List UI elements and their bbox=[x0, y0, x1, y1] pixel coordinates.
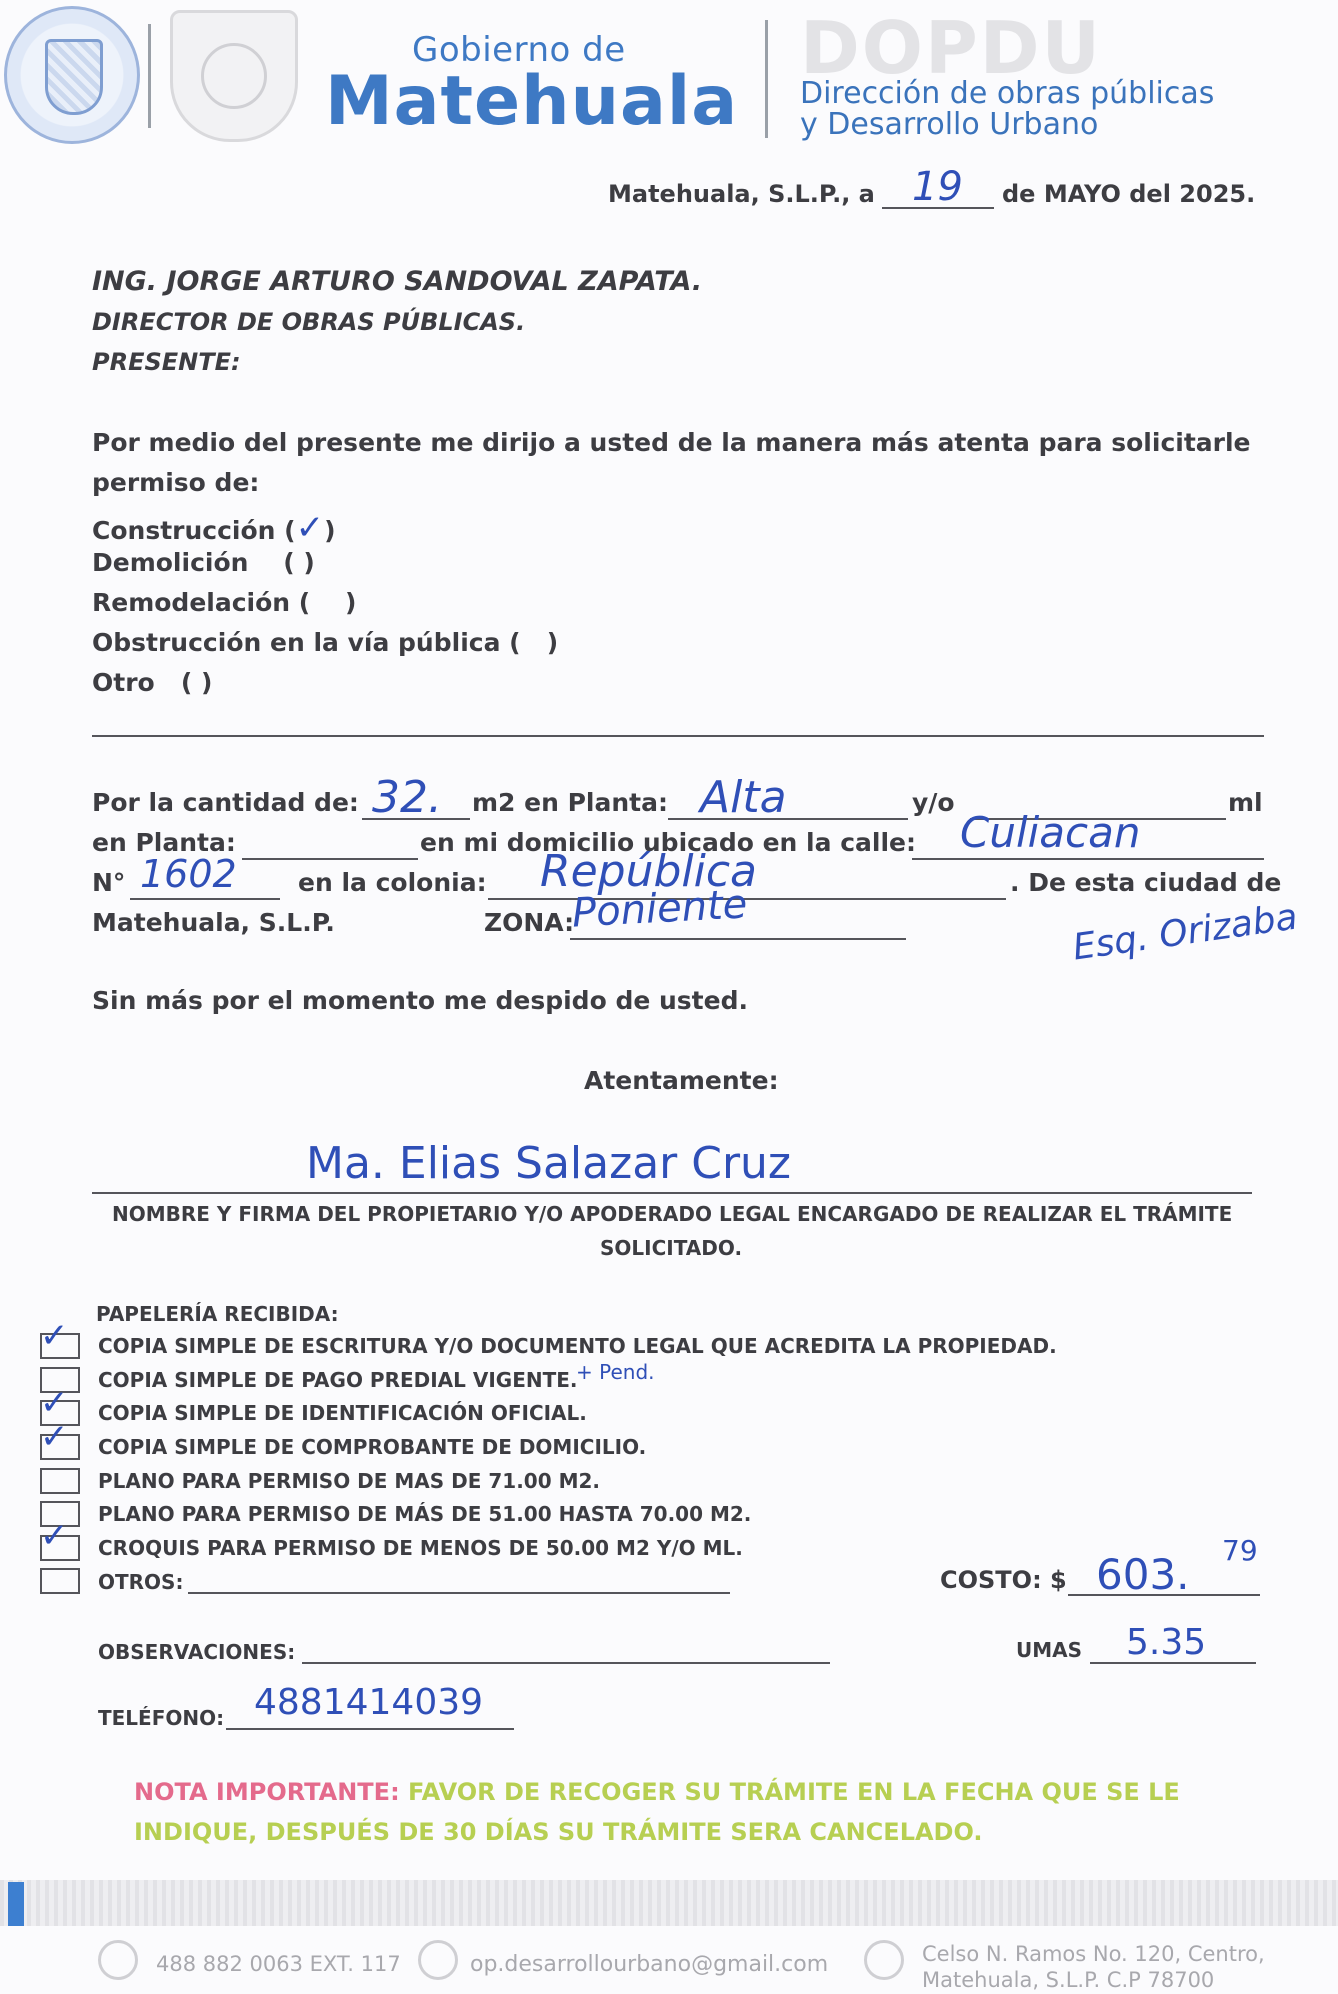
coat-of-arms-icon bbox=[45, 39, 103, 115]
quantity-value: 32. bbox=[372, 772, 442, 823]
emblem-ring bbox=[201, 43, 267, 109]
permit-demolicion-label: Demolición bbox=[92, 548, 249, 577]
otros-line bbox=[188, 1592, 730, 1594]
quantity-unit-label: m2 en Planta: bbox=[472, 788, 668, 817]
intro-line-2: permiso de: bbox=[92, 468, 260, 497]
observations-line bbox=[302, 1662, 830, 1664]
doc-label-otros: OTROS: bbox=[98, 1570, 184, 1594]
permit-construccion-close: ) bbox=[324, 516, 336, 545]
footer-email: op.desarrollourbano@gmail.com bbox=[470, 1952, 829, 1977]
yo-label: y/o bbox=[912, 788, 955, 817]
cost-cents: 79 bbox=[1222, 1534, 1258, 1567]
colony-label: en la colonia: bbox=[298, 868, 487, 897]
street-line bbox=[912, 858, 1264, 860]
footer-accent bbox=[8, 1882, 24, 1926]
permit-construccion-label: Construcción ( bbox=[92, 516, 296, 545]
doc-label-plano-51: PLANO PARA PERMISO DE MÁS DE 51.00 HASTA 70.00 M2. bbox=[98, 1502, 752, 1526]
department-name-line2: y Desarrollo Urbano bbox=[800, 107, 1099, 142]
documents-heading: PAPELERÍA RECIBIDA: bbox=[96, 1302, 339, 1326]
permit-remodelacion bbox=[92, 588, 356, 617]
recipient-title: DIRECTOR DE OBRAS PÚBLICAS. bbox=[92, 308, 526, 336]
street-label: en mi domicilio ubicado en la calle: bbox=[420, 828, 916, 857]
planta-label: en Planta: bbox=[92, 828, 236, 857]
date-suffix: de MAYO del 2025. bbox=[1002, 180, 1256, 208]
planta2-line bbox=[242, 858, 418, 860]
government-emblem-icon bbox=[170, 10, 298, 142]
farewell: Sin más por el momento me despido de usted. bbox=[92, 986, 748, 1015]
recipient-greeting: PRESENTE: bbox=[92, 348, 241, 376]
permit-obstruccion-label: Obstrucción en la vía pública ( bbox=[92, 628, 521, 657]
number-label: N° bbox=[92, 868, 126, 897]
ml-label: ml bbox=[1228, 788, 1263, 817]
umas-value: 5.35 bbox=[1126, 1622, 1207, 1663]
header-divider-2 bbox=[765, 20, 768, 138]
quantity-label: Por la cantidad de: bbox=[92, 788, 359, 817]
note-text-1: FAVOR DE RECOGER SU TRÁMITE EN LA FECHA QUE SE LE bbox=[408, 1778, 1180, 1806]
phone-label: TELÉFONO: bbox=[98, 1706, 225, 1730]
otro-fill-line bbox=[92, 735, 1264, 737]
department-name bbox=[800, 78, 1214, 140]
date-prefix: Matehuala, S.L.P., a bbox=[608, 180, 875, 208]
cost-label: COSTO: $ bbox=[940, 1566, 1067, 1594]
number-value: 1602 bbox=[140, 852, 237, 896]
cost-value: 603. bbox=[1096, 1550, 1190, 1599]
municipal-seal-icon bbox=[4, 6, 140, 144]
doc-label-escritura: COPIA SIMPLE DE ESCRITURA Y/O DOCUMENTO LEGAL QUE ACREDITA LA PROPIEDAD. bbox=[98, 1334, 1057, 1358]
city-line: Matehuala, S.L.P. bbox=[92, 908, 335, 937]
permit-otro-label: Otro bbox=[92, 668, 155, 697]
check-icon: ✓ bbox=[40, 1417, 69, 1457]
department-name-line1: Dirección de obras públicas bbox=[800, 76, 1215, 111]
recipient-name: ING. JORGE ARTURO SANDOVAL ZAPATA. bbox=[92, 266, 703, 297]
doc-label-identificacion: COPIA SIMPLE DE IDENTIFICACIÓN OFICIAL. bbox=[98, 1401, 587, 1425]
umas-label: UMAS bbox=[1016, 1638, 1083, 1662]
date-day: 19 bbox=[912, 164, 963, 210]
regards: Atentamente: bbox=[584, 1066, 779, 1095]
city-label: . De esta ciudad de bbox=[1010, 868, 1282, 897]
signature: Ma. Elias Salazar Cruz bbox=[306, 1138, 792, 1189]
doc-label-predial: COPIA SIMPLE DE PAGO PREDIAL VIGENTE. bbox=[98, 1368, 578, 1392]
zone-value: Poniente bbox=[570, 881, 749, 937]
colony-line bbox=[488, 898, 1006, 900]
colony-value: República bbox=[540, 846, 757, 897]
doc-checkbox-plano-71[interactable] bbox=[40, 1468, 80, 1494]
footer-address-2: Matehuala, S.L.P. C.P 78700 bbox=[922, 1968, 1215, 1992]
signature-caption-1: NOMBRE Y FIRMA DEL PROPIETARIO Y/O APODERADO LEGAL ENCARGADO DE REALIZAR EL TRÁMITE bbox=[112, 1202, 1233, 1226]
check-icon: ✓ bbox=[40, 1383, 69, 1423]
zone-line bbox=[570, 938, 906, 940]
check-icon: ✓ bbox=[40, 1316, 69, 1356]
permit-remodelacion-close: ) bbox=[345, 588, 357, 617]
permit-construccion-check-icon: ✓ bbox=[295, 508, 325, 548]
permit-construccion bbox=[92, 508, 336, 548]
permit-obstruccion-close: ) bbox=[546, 628, 559, 657]
header-divider bbox=[148, 24, 151, 128]
phone-icon bbox=[98, 1940, 138, 1980]
doc-label-domicilio: COPIA SIMPLE DE COMPROBANTE DE DOMICILIO. bbox=[98, 1435, 647, 1459]
number-line bbox=[130, 898, 280, 900]
government-label: Gobierno de bbox=[412, 30, 626, 70]
footer-phone: 488 882 0063 EXT. 117 bbox=[156, 1952, 401, 1976]
permit-remodelacion-label: Remodelación ( bbox=[92, 588, 311, 617]
check-icon: ✓ bbox=[40, 1516, 69, 1556]
email-icon bbox=[418, 1940, 458, 1980]
permit-demolicion bbox=[92, 548, 315, 577]
department-acronym: DOPDU bbox=[800, 6, 1102, 90]
permit-otro-box: ( ) bbox=[180, 668, 213, 697]
signature-line bbox=[92, 1192, 1252, 1194]
doc-note-predial: + Pend. bbox=[576, 1360, 655, 1384]
observations-label: OBSERVACIONES: bbox=[98, 1640, 296, 1664]
location-icon bbox=[864, 1940, 904, 1980]
note-label: NOTA IMPORTANTE: bbox=[134, 1778, 400, 1806]
phone-line bbox=[226, 1728, 514, 1730]
permit-otro bbox=[92, 668, 212, 697]
permit-demolicion-box: ( ) bbox=[283, 548, 315, 577]
doc-label-plano-71: PLANO PARA PERMISO DE MAS DE 71.00 M2. bbox=[98, 1469, 601, 1493]
permit-obstruccion bbox=[92, 628, 558, 657]
signature-caption-2: SOLICITADO. bbox=[600, 1236, 743, 1260]
note-line-1 bbox=[134, 1778, 1180, 1806]
city-name-logo: Matehuala bbox=[325, 62, 739, 141]
doc-checkbox-otros[interactable] bbox=[40, 1568, 80, 1594]
intro-line-1: Por medio del presente me dirijo a usted de la manera más atenta para solicitarle bbox=[92, 428, 1251, 457]
doc-label-croquis: CROQUIS PARA PERMISO DE MENOS DE 50.00 M2 Y/O ML. bbox=[98, 1536, 743, 1560]
phone-value: 4881414039 bbox=[254, 1682, 484, 1723]
planta-value: Alta bbox=[700, 772, 787, 823]
footer-band bbox=[0, 1880, 1338, 1926]
footer-address-1: Celso N. Ramos No. 120, Centro, bbox=[922, 1942, 1265, 1966]
corner-value: Esq. Orizaba bbox=[1070, 896, 1301, 969]
street-value: Culiacan bbox=[960, 808, 1141, 857]
zone-label: ZONA: bbox=[484, 908, 575, 937]
note-line-2: INDIQUE, DESPUÉS DE 30 DÍAS SU TRÁMITE SERA CANCELADO. bbox=[134, 1818, 983, 1846]
